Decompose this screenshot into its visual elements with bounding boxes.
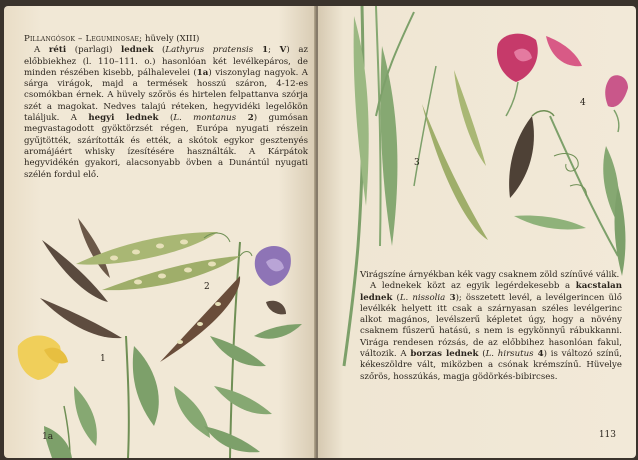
botanical-illustration-left: [4, 6, 316, 458]
species-name-hegyi: hegyi lednek: [88, 113, 159, 124]
figure-ref: 4: [533, 349, 544, 360]
text-run: ) az előbbiekhez (l. 110–111. o.) hasonlóan két levélkepáros, de minden részében kisebb, pálhalevelei (: [24, 45, 308, 78]
figure-label-3: 3: [414, 158, 420, 168]
botanical-illustration-right: [318, 6, 636, 458]
left-page: [4, 6, 316, 458]
text-run: ); összetett levél, a levélgerincen ülő levélkék helyett itt csak a szárnyasan széles levélgerinc alkot magános, levélszerű képletet úgy, hogy a növény csaknem fűszerű hatású, s nem is egykönnyű rábukkanni. Virága rendesen rózsás, de az előbbihez hasonlóan fakul, változik. A: [360, 292, 622, 360]
right-page: [318, 6, 636, 458]
text-run: (: [392, 292, 400, 303]
species-name-kacstalan: kacstalan lednek: [360, 281, 622, 303]
figure-ref: 3: [445, 292, 456, 303]
page-number: 113: [598, 430, 616, 440]
figure-label-1: 1: [100, 354, 106, 364]
right-text-block: [360, 270, 622, 383]
latin-name: L. hirsutus: [485, 349, 534, 360]
figure-ref: 2: [236, 113, 254, 124]
text-run: (: [478, 349, 486, 360]
latin-name: L. montanus: [173, 113, 237, 124]
genus-name: lednek: [120, 45, 154, 56]
text-run: A lednekek közt az egyik legérdekesebb a: [370, 281, 576, 292]
figure-label-4: 4: [580, 98, 586, 108]
text-run: A: [34, 45, 49, 56]
figure-ref: 1a: [196, 67, 209, 78]
color-note-paragraph: Virágszíne árnyékban kék vagy csaknem zöld színűvé válik.: [360, 270, 620, 280]
text-run: (: [158, 113, 174, 124]
figure-label-2: 2: [204, 282, 210, 292]
protection-mark: V: [279, 45, 287, 56]
text-run: ) is változó színű, kékeszöldre vált, miközben a csónak krémszínű. Hüvelye szőrös, hosszúkás, magja gödörkés-bibircses.: [360, 349, 623, 382]
fruit-type: hüvely (XIII): [142, 34, 200, 44]
species-paragraph-right: [360, 281, 622, 383]
family-heading: Pillangósok – Leguminosae;: [24, 34, 143, 44]
latin-name: Lathyrus pratensis: [165, 45, 254, 56]
text-run: (parlagi): [66, 45, 121, 56]
text-run: (: [153, 45, 166, 56]
figure-label-1a: 1a: [42, 432, 54, 442]
text-run: ;: [268, 45, 280, 56]
text-run: ) gumósan megvastagodott gyöktörzsét régen, Európa nyugati részein gyűjtötték, szárították és ették, a skótok egykor gesztenyés aromájáért whisky ízesítésére használták. A Kárpátok hegyvidékén gyakori, alacsonyabb övben a Dunántúl nyugati szélén fordul elő.: [24, 113, 309, 180]
species-name-borzas: borzas lednek: [410, 349, 479, 360]
text-run: ) viszonylag nagyok. A sárga virágok, majd a termések hosszú száron, 4-12-es csomókban érnek. A hüvely szőrös és hirtelen felpattanva szórja szét a magokat. Nedves talajú réteken, hegyvidéki legelőkön találjuk. A: [24, 67, 308, 124]
species-name-reti: réti: [48, 45, 67, 56]
figure-ref: 1: [253, 45, 269, 56]
latin-name: L. nissolia: [399, 292, 446, 303]
